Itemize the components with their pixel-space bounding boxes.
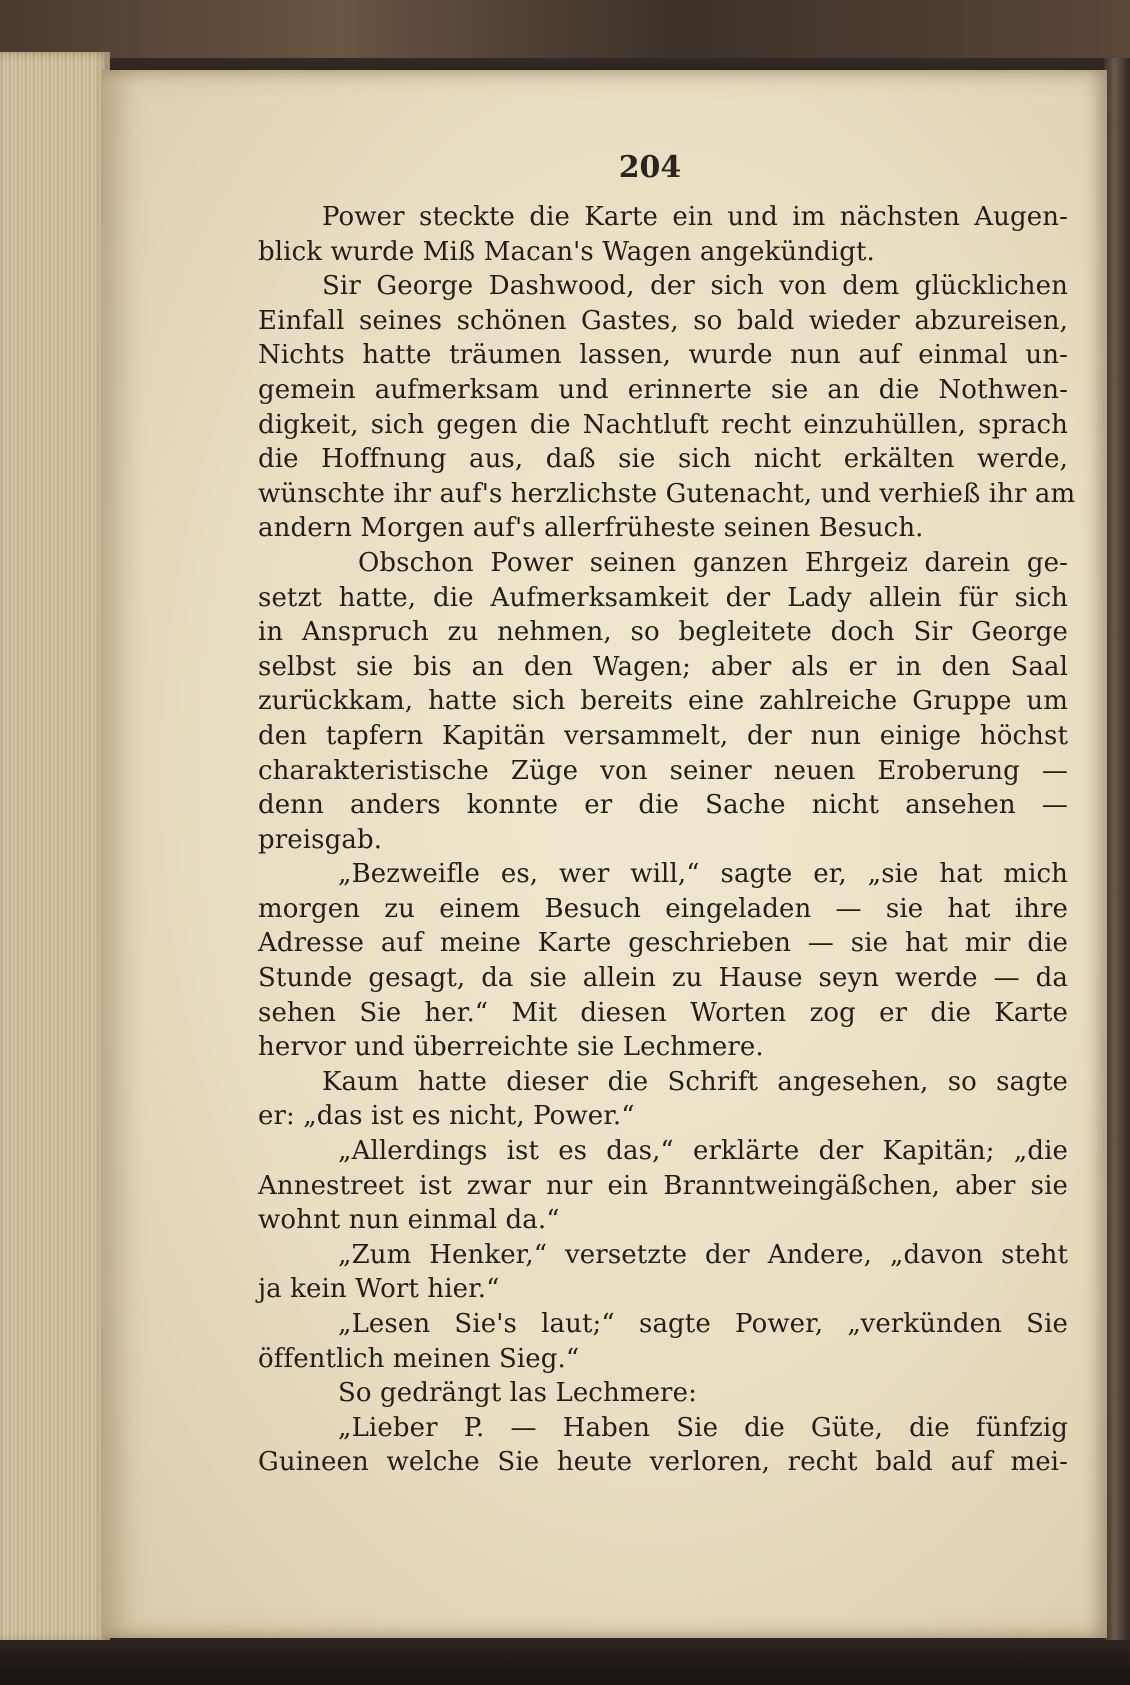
text-line: Obschon Power seinen ganzen Ehrgeiz darein ge-	[358, 547, 1068, 578]
text-line: in Anspruch zu nehmen, so begleitete doch Sir George	[258, 617, 1068, 648]
text-line: „Zum Henker,“ versetzte der Andere, „davon steht	[338, 1239, 1068, 1270]
text-line: „Bezweifle es, wer will,“ sagte er, „sie hat mich	[338, 859, 1068, 890]
text-line: öffentlich meinen Sieg.“	[258, 1343, 580, 1374]
text-line: Kaum hatte dieser die Schrift angesehen, so sagte	[322, 1066, 1068, 1097]
text-line: Nichts hatte träumen lassen, wurde nun auf einmal un-	[258, 340, 1068, 371]
text-line: blick wurde Miß Macan's Wagen angekündigt.	[258, 236, 875, 267]
text-line: zurückkam, hatte sich bereits eine zahlreiche Gruppe um	[258, 686, 1068, 717]
text-line: er: „das ist es nicht, Power.“	[258, 1101, 635, 1132]
text-line: preisgab.	[258, 824, 383, 855]
text-line: digkeit, sich gegen die Nachtluft recht einzuhüllen, sprach	[258, 409, 1068, 440]
text-line: sehen Sie her.“ Mit diesen Worten zog er die Karte	[258, 997, 1068, 1028]
text-line: „Lieber P. — Haben Sie die Güte, die fünfzig	[338, 1412, 1068, 1443]
text-line: Stunde gesagt, da sie allein zu Hause seyn werde — da	[258, 963, 1068, 994]
text-line: setzt hatte, die Aufmerksamkeit der Lady allein für sich	[258, 582, 1068, 613]
text-line: wohnt nun einmal da.“	[258, 1205, 560, 1236]
text-line: hervor und überreichte sie Lechmere.	[258, 1032, 764, 1063]
text-line: Einfall seines schönen Gastes, so bald wieder abzureisen,	[258, 305, 1068, 336]
book-cover-right-edge	[1104, 58, 1130, 1643]
text-line: Sir George Dashwood, der sich von dem glücklichen	[322, 271, 1068, 302]
text-line: andern Morgen auf's allerfrüheste seinen Besuch.	[258, 513, 924, 544]
text-line: charakteristische Züge von seiner neuen Eroberung —	[258, 755, 1068, 786]
text-line: So gedrängt las Lechmere:	[338, 1378, 697, 1409]
text-line: wünschte ihr auf's herzlichste Gutenacht, und verhieß ihr am	[258, 478, 1076, 509]
book-cover-top	[0, 0, 1130, 58]
text-line: Guineen welche Sie heute verloren, recht bald auf mei-	[258, 1447, 1068, 1478]
page-edges	[0, 52, 110, 1642]
text-line: selbst sie bis an den Wagen; aber als er in den Saal	[258, 651, 1068, 682]
text-line: ja kein Wort hier.“	[258, 1274, 500, 1305]
text-line: Adresse auf meine Karte geschrieben — sie hat mir die	[258, 928, 1068, 959]
text-line: „Allerdings ist es das,“ erklärte der Kapitän; „die	[338, 1136, 1068, 1167]
text-line: gemein aufmerksam und erinnerte sie an die Nothwen-	[258, 374, 1068, 405]
page-number: 204	[618, 150, 682, 185]
text-line: morgen zu einem Besuch eingeladen — sie hat ihre	[258, 893, 1068, 924]
text-line: Annestreet ist zwar nur ein Branntweingäßchen, aber sie	[258, 1170, 1068, 1201]
text-line: „Lesen Sie's laut;“ sagte Power, „verkünden Sie	[338, 1309, 1068, 1339]
text-line: denn anders konnte er die Sache nicht ansehen —	[258, 790, 1068, 821]
book-cover-bottom	[0, 1640, 1130, 1685]
text-line: die Hoffnung aus, daß sie sich nicht erkälten werde,	[258, 444, 1068, 475]
body-text	[258, 200, 1076, 1480]
text-line: Power steckte die Karte ein und im nächsten Augen-	[322, 202, 1068, 232]
text-line: den tapfern Kapitän versammelt, der nun einige höchst	[258, 720, 1068, 751]
